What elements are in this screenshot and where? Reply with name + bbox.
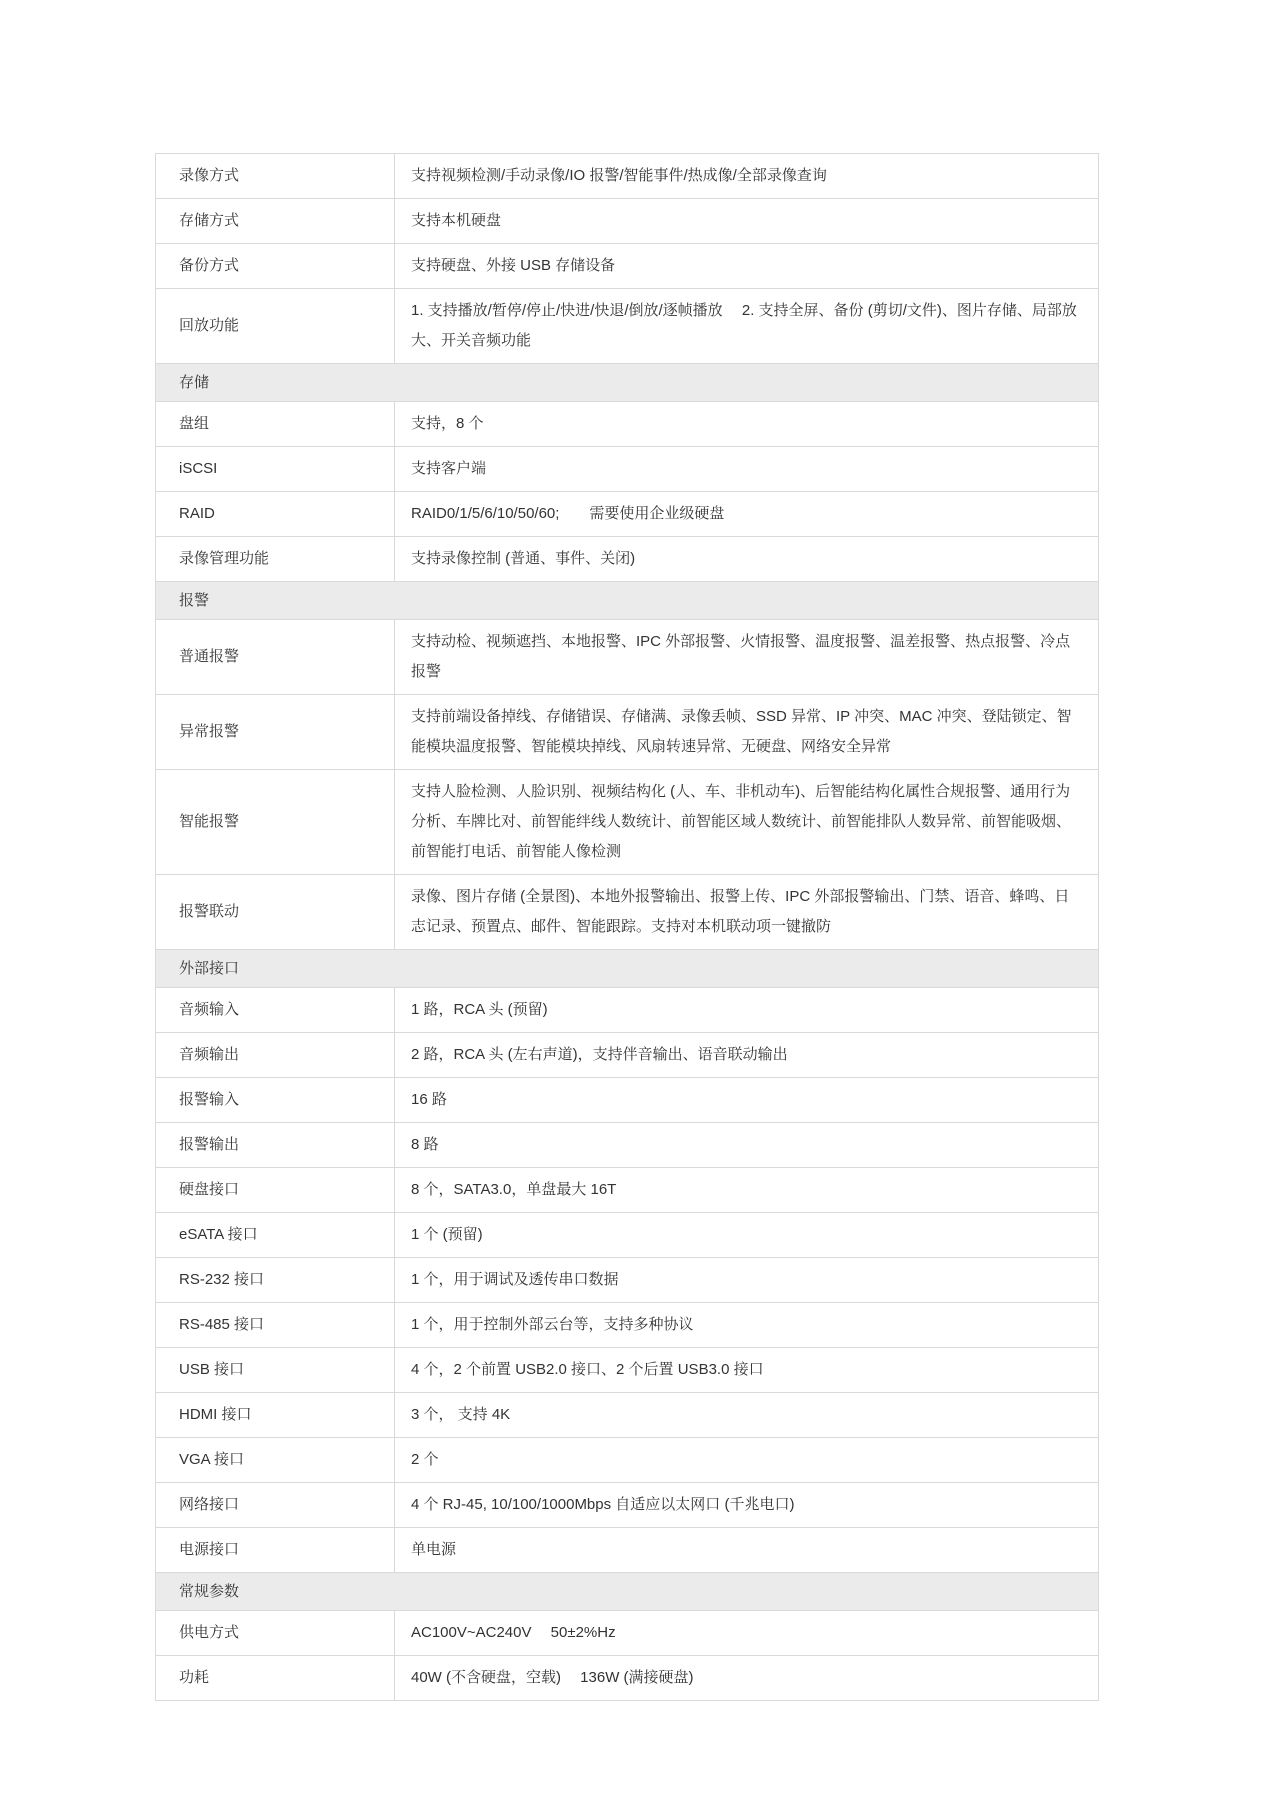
spec-value: 4 个 RJ-45, 10/100/1000Mbps 自适应以太网口 (千兆电口) [394, 1483, 1098, 1527]
spec-row [156, 154, 1098, 199]
spec-value: 2 路，RCA 头 (左右声道)，支持伴音输出、语音联动输出 [394, 1033, 1098, 1077]
section-header-external-interfaces: 外部接口 [156, 950, 1098, 988]
spec-row [156, 402, 1098, 447]
spec-row [156, 289, 1098, 364]
spec-row [156, 770, 1098, 875]
spec-row [156, 537, 1098, 582]
spec-row [156, 875, 1098, 950]
spec-row [156, 1213, 1098, 1258]
spec-row [156, 1123, 1098, 1168]
spec-value: 1 个，用于调试及透传串口数据 [394, 1258, 1098, 1302]
spec-label: 报警输入 [179, 1091, 240, 1108]
spec-label: 音频输入 [179, 1001, 240, 1018]
spec-row [156, 1348, 1098, 1393]
spec-row [156, 695, 1098, 770]
spec-value: 1. 支持播放/暂停/停止/快进/快退/倒放/逐帧播放 2. 支持全屏、备份 (剪切/文件)、图片存储、局部放大、开关音频功能 [394, 289, 1098, 363]
spec-row [156, 1611, 1098, 1656]
spec-value: 1 路，RCA 头 (预留) [394, 988, 1098, 1032]
spec-value: 支持视频检测/手动录像/IO 报警/智能事件/热成像/全部录像查询 [394, 154, 1098, 198]
spec-label: eSATA 接口 [179, 1226, 258, 1243]
spec-label: 录像方式 [179, 167, 240, 184]
spec-label: 普通报警 [179, 648, 240, 665]
spec-label: 备份方式 [179, 257, 240, 274]
spec-row [156, 492, 1098, 537]
spec-value: 8 个，SATA3.0，单盘最大 16T [394, 1168, 1098, 1212]
spec-label: 报警联动 [179, 903, 240, 920]
spec-value: 支持人脸检测、人脸识别、视频结构化 (人、车、非机动车)、后智能结构化属性合规报警、通用行为分析、车牌比对、前智能绊线人数统计、前智能区域人数统计、前智能排队人数异常、前智能吸烟、前智能打电话、前智能人像检测 [394, 770, 1098, 874]
spec-value: 1 个，用于控制外部云台等，支持多种协议 [394, 1303, 1098, 1347]
spec-row [156, 1393, 1098, 1438]
spec-value: 2 个 [394, 1438, 1098, 1482]
spec-label: 硬盘接口 [179, 1181, 240, 1198]
spec-value: 3 个， 支持 4K [394, 1393, 1098, 1437]
spec-row [156, 1168, 1098, 1213]
spec-value: 支持客户端 [394, 447, 1098, 491]
spec-row [156, 1033, 1098, 1078]
spec-row [156, 1078, 1098, 1123]
spec-row [156, 1483, 1098, 1528]
spec-value: 16 路 [394, 1078, 1098, 1122]
spec-value: 支持，8 个 [394, 402, 1098, 446]
spec-label: VGA 接口 [179, 1451, 245, 1468]
spec-row [156, 1528, 1098, 1573]
spec-label: HDMI 接口 [179, 1406, 252, 1423]
spec-label: RS-485 接口 [179, 1316, 265, 1333]
spec-value: 支持录像控制 (普通、事件、关闭) [394, 537, 1098, 581]
spec-label: 音频输出 [179, 1046, 240, 1063]
spec-value: AC100V~AC240V 50±2%Hz [394, 1611, 1098, 1655]
spec-label: USB 接口 [179, 1361, 245, 1378]
spec-label: RAID [179, 505, 215, 522]
spec-value: 1 个 (预留) [394, 1213, 1098, 1257]
spec-value: 8 路 [394, 1123, 1098, 1167]
spec-label: 报警输出 [179, 1136, 240, 1153]
spec-label: 异常报警 [179, 723, 240, 740]
spec-label: 网络接口 [179, 1496, 240, 1513]
section-header-storage: 存储 [156, 364, 1098, 402]
spec-row [156, 447, 1098, 492]
spec-row [156, 1303, 1098, 1348]
spec-row [156, 1258, 1098, 1303]
spec-label: iSCSI [179, 460, 218, 477]
section-header-alarm: 报警 [156, 582, 1098, 620]
spec-value: 支持硬盘、外接 USB 存储设备 [394, 244, 1098, 288]
spec-label: 功耗 [179, 1669, 210, 1686]
spec-value: 录像、图片存储 (全景图)、本地外报警输出、报警上传、IPC 外部报警输出、门禁、语音、蜂鸣、日志记录、预置点、邮件、智能跟踪。支持对本机联动项一键撤防 [394, 875, 1098, 949]
spec-label: 回放功能 [179, 317, 240, 334]
spec-value: RAID0/1/5/6/10/50/60; 需要使用企业级硬盘 [394, 492, 1098, 536]
spec-value: 单电源 [394, 1528, 1098, 1572]
spec-label: 电源接口 [179, 1541, 240, 1558]
spec-row [156, 620, 1098, 695]
spec-row [156, 199, 1098, 244]
spec-label: RS-232 接口 [179, 1271, 265, 1288]
spec-value: 支持本机硬盘 [394, 199, 1098, 243]
spec-label: 供电方式 [179, 1624, 240, 1641]
section-header-general-parameters: 常规参数 [156, 1573, 1098, 1611]
spec-label: 智能报警 [179, 813, 240, 830]
spec-value: 40W (不含硬盘，空载) 136W (满接硬盘) [394, 1656, 1098, 1700]
spec-row [156, 988, 1098, 1033]
spec-value: 支持前端设备掉线、存储错误、存储满、录像丢帧、SSD 异常、IP 冲突、MAC 冲突、登陆锁定、智能模块温度报警、智能模块掉线、风扇转速异常、无硬盘、网络安全异常 [394, 695, 1098, 769]
spec-row [156, 1656, 1098, 1701]
spec-label: 录像管理功能 [179, 550, 270, 567]
spec-label: 盘组 [179, 415, 210, 432]
spec-row [156, 244, 1098, 289]
spec-table [155, 153, 1099, 1701]
spec-label: 存储方式 [179, 212, 240, 229]
spec-value: 支持动检、视频遮挡、本地报警、IPC 外部报警、火情报警、温度报警、温差报警、热点报警、冷点报警 [394, 620, 1098, 694]
spec-value: 4 个，2 个前置 USB2.0 接口、2 个后置 USB3.0 接口 [394, 1348, 1098, 1392]
spec-row [156, 1438, 1098, 1483]
